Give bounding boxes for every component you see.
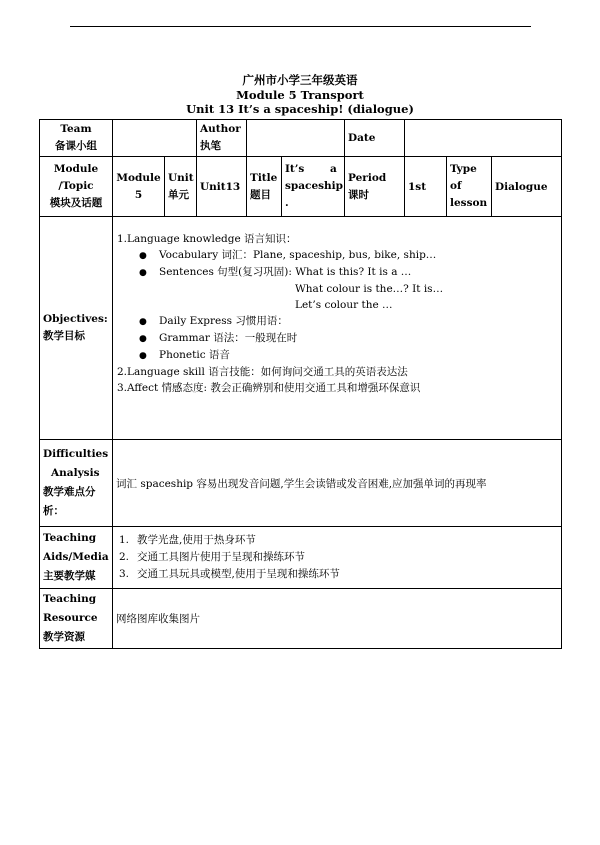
difficulties-label-3: 教学难点分 — [43, 486, 96, 498]
resource-label-1: Teaching — [43, 593, 97, 605]
topic-label-3: 模块及话题 — [49, 197, 103, 209]
unit-label-2: 单元 — [168, 188, 189, 201]
aids-item — [119, 532, 558, 549]
team-value-cell — [113, 120, 197, 157]
title-label-1: Title — [250, 171, 278, 184]
type-label-1: Type — [450, 163, 477, 175]
unit-label-1: Unit — [168, 171, 194, 184]
resource-label-cell — [40, 589, 113, 649]
objective-continuation: Let’s colour the … — [295, 299, 393, 311]
resource-content: 网络图库收集图片 — [113, 589, 562, 649]
top-rule — [70, 26, 531, 27]
objective-bullet: ● Daily Express 习惯用语： — [117, 313, 557, 330]
objectives-label-en: Objectives: — [43, 313, 108, 325]
aids-label-3: 主要教学媒 — [43, 570, 96, 582]
aids-item-number: 2. — [119, 551, 130, 563]
aids-item — [119, 566, 558, 583]
resource-label-3: 教学资源 — [43, 631, 85, 643]
type-label-2: of — [450, 180, 462, 192]
topic-label-2: /Topic — [58, 180, 94, 192]
date-label-cell: Date — [345, 120, 405, 157]
objective-bullet: ● Vocabulary 词汇：Plane, spaceship, bus, bike, ship… — [117, 247, 557, 264]
objective-continuation: What colour is the…? It is… — [295, 283, 444, 295]
row-team — [40, 120, 562, 157]
author-label-cell — [197, 120, 247, 157]
author-value-cell — [247, 120, 345, 157]
module-value-1: Module — [116, 171, 161, 184]
objective-line: 3.Affect 情感态度: 教会正确辨别和使用交通工具和增强环保意识 — [117, 382, 421, 394]
aids-item-text: 教学光盘,使用于热身环节 — [137, 534, 256, 546]
team-label-en: Team — [60, 123, 92, 135]
row-aids — [40, 527, 562, 589]
aids-content — [113, 527, 562, 589]
objective-bullet: ● Phonetic 语音 — [117, 347, 557, 364]
difficulties-content: 词汇 spaceship 容易出现发音问题,学生会读错或发音困难,应加强单词的再现率 — [113, 440, 562, 527]
aids-item-text: 交通工具玩具或模型,使用于呈现和操练环节 — [137, 568, 340, 580]
resource-label-2: Resource — [43, 612, 98, 624]
topic-label-1: Module — [53, 163, 99, 175]
aids-item — [119, 549, 558, 566]
type-label-cell — [447, 157, 492, 217]
lesson-plan-table — [39, 119, 562, 649]
team-label-cn: 备课小组 — [55, 140, 97, 152]
aids-label-2: Aids/Media — [43, 551, 109, 563]
title-value-2: spaceship — [285, 180, 344, 192]
module-title: Module 5 Transport — [236, 87, 364, 102]
title-value-1: It’s a — [285, 163, 337, 175]
unit-title: Unit 13 It’s a spaceship! (dialogue) — [186, 102, 414, 116]
row-resource — [40, 589, 562, 649]
aids-item-number: 3. — [119, 568, 130, 580]
period-value-cell: 1st — [405, 157, 447, 217]
team-label-cell — [40, 120, 113, 157]
objectives-label-cell — [40, 217, 113, 440]
author-label-cn: 执笔 — [200, 140, 221, 152]
row-objectives — [40, 217, 562, 440]
row-difficulties — [40, 440, 562, 527]
title-value-cell — [282, 157, 345, 217]
aids-label-cell — [40, 527, 113, 589]
type-value-cell: Dialogue — [492, 157, 562, 217]
unit-value-cell: Unit13 — [197, 157, 247, 217]
date-value-cell — [405, 120, 562, 157]
difficulties-label-4: 析： — [43, 505, 64, 517]
objective-line: 1.Language knowledge 语言知识： — [117, 233, 297, 245]
aids-item-number: 1. — [119, 534, 130, 546]
difficulties-label-2: Analysis — [51, 467, 100, 479]
school-title: 广州市小学三年级英语 — [242, 73, 358, 87]
period-label-cell — [345, 157, 405, 217]
period-label-2: 课时 — [348, 188, 369, 201]
author-label-en: Author — [200, 123, 241, 135]
objectives-label-cn: 教学目标 — [43, 330, 85, 342]
difficulties-label-1: Difficulties — [43, 448, 109, 460]
aids-label-1: Teaching — [43, 532, 97, 544]
objectives-content — [113, 217, 562, 440]
topic-label-cell — [40, 157, 113, 217]
unit-label-cell — [165, 157, 197, 217]
document-header — [0, 73, 600, 117]
title-label-2: 题目 — [250, 188, 271, 201]
type-label-3: lesson — [450, 197, 488, 209]
objective-line: 2.Language skill 语言技能：如何询问交通工具的英语表达法 — [117, 366, 408, 378]
row-module — [40, 157, 562, 217]
objective-bullet: ● Sentences 句型(复习巩固): What is this? It is a … — [117, 264, 557, 281]
module-value-cell — [113, 157, 165, 217]
difficulties-label-cell — [40, 440, 113, 527]
aids-item-text: 交通工具图片使用于呈现和操练环节 — [137, 551, 305, 563]
title-value-3: . — [285, 197, 289, 209]
module-value-2: 5 — [134, 188, 143, 201]
objective-bullet: ● Grammar 语法：一般现在时 — [117, 330, 557, 347]
title-label-cell — [247, 157, 282, 217]
period-label-1: Period — [348, 171, 387, 184]
